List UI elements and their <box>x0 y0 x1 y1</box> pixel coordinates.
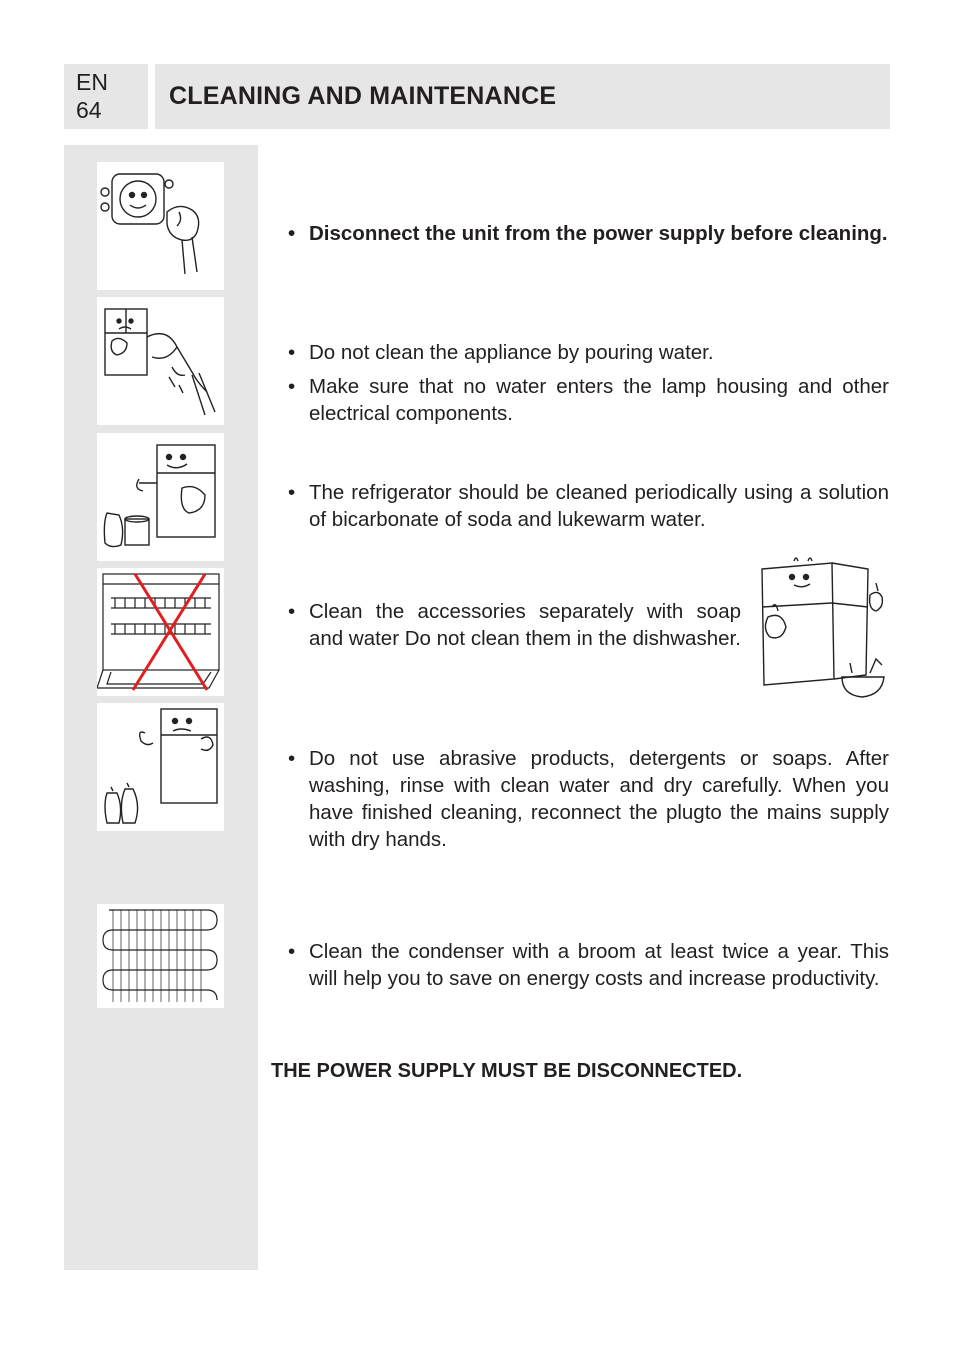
bullet-lamp-housing <box>288 373 889 427</box>
language-code: EN <box>76 69 108 95</box>
no-dishwasher-illustration <box>97 568 224 696</box>
bullet-bicarbonate <box>288 479 889 533</box>
bullet-symbol: • <box>288 600 296 623</box>
page-tag <box>64 64 148 129</box>
page-title: CLEANING AND MAINTENANCE <box>169 82 557 110</box>
bullet-text: Disconnect the unit from the power supply before cleaning. <box>309 222 888 245</box>
bullet-symbol: • <box>288 341 296 364</box>
bullet-symbol: • <box>288 481 296 504</box>
no-pouring-water-illustration <box>97 297 224 425</box>
bullet-symbol: • <box>288 222 296 245</box>
bullet-disconnect <box>288 220 889 247</box>
bullet-accessories <box>288 598 741 652</box>
warning-note: THE POWER SUPPLY MUST BE DISCONNECTED. <box>271 1060 743 1082</box>
fridge-accessories-illustration <box>752 555 892 705</box>
bullet-no-pouring <box>288 339 889 366</box>
bullet-symbol: • <box>288 940 296 963</box>
bullet-text: Make sure that no water enters the lamp housing and other electrical components. <box>309 375 889 425</box>
bullet-condenser <box>288 938 889 992</box>
section-header <box>155 64 890 129</box>
bullet-text: Clean the condenser with a broom at least twice a year. This will help you to save on energy costs and increase productivity. <box>309 940 889 990</box>
bullet-symbol: • <box>288 375 296 398</box>
bullet-text: Do not use abrasive products, detergents or soaps. After washing, rinse with clean water and dry carefully. When you have finished cleaning, reconnect the plugto the mains supply with dry hands. <box>309 747 889 851</box>
bullet-no-abrasive <box>288 745 889 853</box>
bullet-text: The refrigerator should be cleaned periodically using a solution of bicarbonate of soda and lukewarm water. <box>309 481 889 531</box>
no-abrasive-products-illustration <box>97 703 224 831</box>
page-number: 64 <box>76 97 102 123</box>
bullet-text: Clean the accessories separately with soap and water Do not clean them in the dishwasher. <box>309 600 741 650</box>
condenser-coil-illustration <box>97 904 224 1008</box>
bullet-text: Do not clean the appliance by pouring water. <box>309 341 714 364</box>
bullet-symbol: • <box>288 747 296 770</box>
cleaning-solution-illustration <box>97 433 224 561</box>
unplug-socket-illustration <box>97 162 224 290</box>
